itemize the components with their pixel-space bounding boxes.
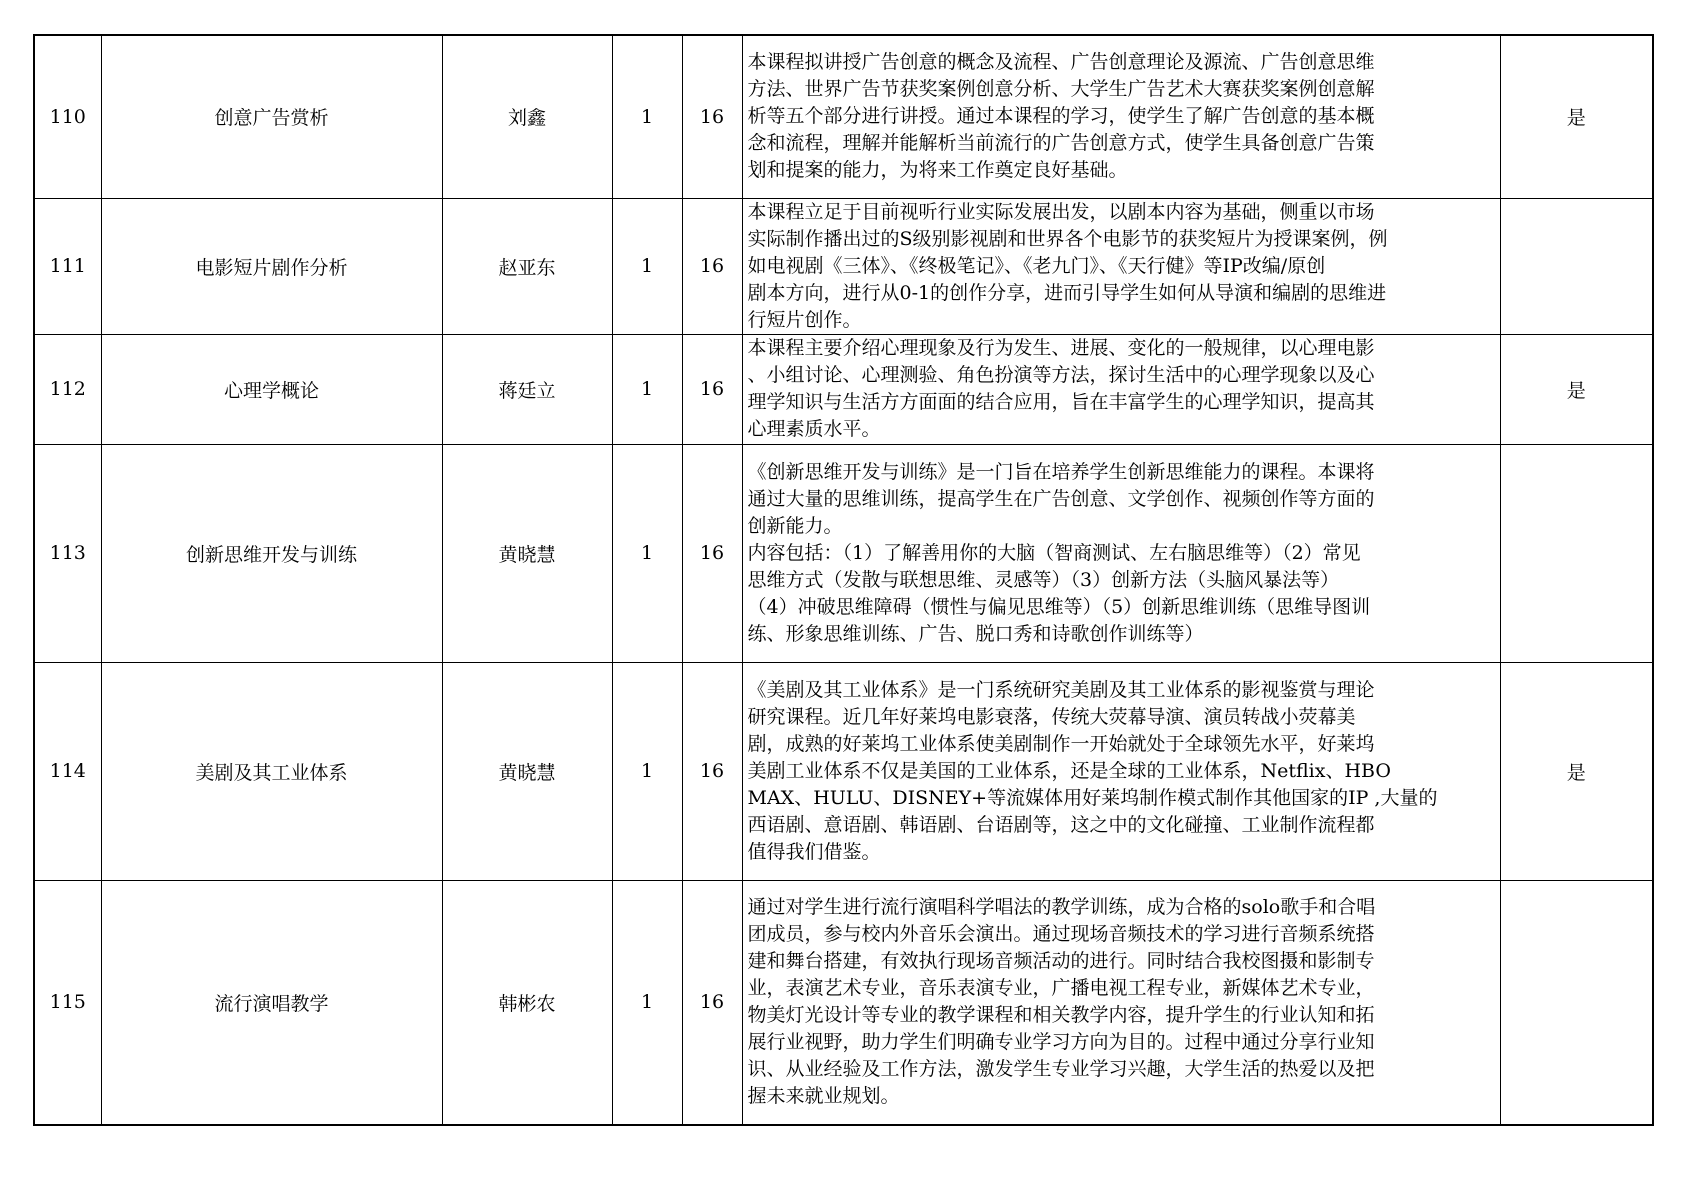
course-description-line: 西语剧、意语剧、韩语剧、台语剧等，这之中的文化碰撞、工业制作流程都 [747, 813, 1375, 836]
table-row [34, 198, 1653, 334]
course-teacher: 刘鑫 [442, 35, 612, 198]
course-description-line: 本课程立足于目前视听行业实际发展出发，以剧本内容为基础，侧重以市场 [747, 200, 1375, 223]
course-flag [1500, 880, 1653, 1125]
course-hours: 16 [682, 880, 742, 1125]
course-description-line: 思维方式（发散与联想思维、灵感等）（3）创新方法（头脑风暴法等） [747, 568, 1340, 591]
course-description-line: 内容包括：（1）了解善用你的大脑（智商测试、左右脑思维等）（2）常见 [747, 541, 1361, 564]
course-description-line: 实际制作播出过的S级别影视剧和世界各个电影节的获奖短片为授课案例，例 [747, 227, 1388, 250]
course-credit: 1 [612, 334, 682, 444]
course-teacher: 黄晓慧 [442, 662, 612, 880]
course-description-line: 划和提案的能力，为将来工作奠定良好基础。 [747, 159, 1128, 182]
course-description-line: 通过对学生进行流行演唱科学唱法的教学训练，成为合格的solo歌手和合唱 [747, 896, 1376, 919]
course-number: 110 [34, 35, 101, 198]
course-teacher: 赵亚东 [442, 198, 612, 334]
course-description-line: 、小组讨论、心理测验、角色扮演等方法，探讨生活中的心理学现象以及心 [747, 364, 1375, 386]
course-description-line: 方法、世界广告节获奖案例创意分析、大学生广告艺术大赛获奖案例创意解 [747, 78, 1375, 101]
course-description-line: 美剧工业体系不仅是美国的工业体系，还是全球的工业体系，Netflix、HBO [747, 759, 1391, 782]
course-hours: 16 [682, 334, 742, 444]
table-row [34, 444, 1653, 662]
course-description-line: 展行业视野，助力学生们明确专业学习方向为目的。过程中通过分享行业知 [747, 1031, 1375, 1054]
course-description-line: 心理素质水平。 [747, 418, 881, 440]
course-name: 心理学概论 [101, 334, 442, 444]
course-description [742, 334, 1500, 444]
course-number: 114 [34, 662, 101, 880]
course-hours: 16 [682, 35, 742, 198]
course-flag [1500, 198, 1653, 334]
course-teacher: 蒋廷立 [442, 334, 612, 444]
course-description [742, 444, 1500, 662]
table-row [34, 880, 1653, 1125]
course-teacher: 韩彬农 [442, 880, 612, 1125]
course-description-line: 《美剧及其工业体系》是一门系统研究美剧及其工业体系的影视鉴赏与理论 [747, 678, 1375, 701]
table-row [34, 334, 1653, 444]
course-description [742, 880, 1500, 1125]
course-hours: 16 [682, 444, 742, 662]
course-name: 创新思维开发与训练 [101, 444, 442, 662]
course-description-line: 创新能力。 [747, 514, 843, 537]
course-description-line: 握未来就业规划。 [747, 1085, 900, 1108]
course-credit: 1 [612, 198, 682, 334]
course-flag [1500, 444, 1653, 662]
course-description-line: 剧，成熟的好莱坞工业体系使美剧制作一开始就处于全球领先水平，好莱坞 [747, 732, 1375, 755]
course-description-line: 研究课程。近几年好莱坞电影衰落，传统大荧幕导演、演员转战小荧幕美 [747, 705, 1356, 728]
course-description-line: 如电视剧《三体》、《终极笔记》、《老九门》、《天行健》等IP改编/原创 [747, 254, 1326, 277]
course-flag: 是 [1500, 334, 1653, 444]
course-description-line: 念和流程，理解并能解析当前流行的广告创意方式，使学生具备创意广告策 [747, 132, 1375, 155]
course-description-line: 团成员，参与校内外音乐会演出。通过现场音频技术的学习进行音频系统搭 [747, 923, 1375, 946]
course-description-line: （4）冲破思维障碍（惯性与偏见思维等）（5）创新思维训练（思维导图训 [747, 595, 1371, 618]
course-description [742, 198, 1500, 334]
course-description-line: 剧本方向，进行从0-1的创作分享，进而引导学生如何从导演和编剧的思维进 [747, 281, 1387, 304]
course-number: 115 [34, 880, 101, 1125]
course-credit: 1 [612, 444, 682, 662]
course-table-body [34, 35, 1653, 1125]
table-row [34, 662, 1653, 880]
course-credit: 1 [612, 880, 682, 1125]
course-description-line: 值得我们借鉴。 [747, 840, 881, 863]
table-row [34, 35, 1653, 198]
course-description-line: 本课程拟讲授广告创意的概念及流程、广告创意理论及源流、广告创意思维 [747, 51, 1375, 74]
course-number: 111 [34, 198, 101, 334]
course-description-line: 本课程主要介绍心理现象及行为发生、进展、变化的一般规律，以心理电影 [747, 337, 1375, 359]
course-description-line: 行短片创作。 [747, 308, 862, 331]
course-hours: 16 [682, 662, 742, 880]
course-flag: 是 [1500, 662, 1653, 880]
course-hours: 16 [682, 198, 742, 334]
course-number: 113 [34, 444, 101, 662]
course-description-line: 业，表演艺术专业，音乐表演专业，广播电视工程专业，新媒体艺术专业， [747, 977, 1375, 1000]
course-description-line: 物美灯光设计等专业的教学课程和相关教学内容，提升学生的行业认知和拓 [747, 1004, 1375, 1027]
course-table [33, 34, 1654, 1126]
course-credit: 1 [612, 35, 682, 198]
course-description [742, 35, 1500, 198]
course-description-line: MAX、HULU、DISNEY+等流媒体用好莱坞制作模式制作其他国家的IP ,大量的 [747, 786, 1438, 809]
course-description-line: 通过大量的思维训练，提高学生在广告创意、文学创作、视频创作等方面的 [747, 487, 1375, 510]
course-teacher: 黄晓慧 [442, 444, 612, 662]
course-name: 创意广告赏析 [101, 35, 442, 198]
course-description-line: 建和舞台搭建，有效执行现场音频活动的进行。同时结合我校图摄和影制专 [747, 950, 1375, 973]
course-name: 美剧及其工业体系 [101, 662, 442, 880]
course-number: 112 [34, 334, 101, 444]
course-description [742, 662, 1500, 880]
course-description-line: 析等五个部分进行讲授。通过本课程的学习，使学生了解广告创意的基本概 [747, 105, 1375, 128]
course-description-line: 识、从业经验及工作方法，激发学生专业学习兴趣，大学生活的热爱以及把 [747, 1058, 1375, 1081]
course-description-line: 理学知识与生活方方面面的结合应用，旨在丰富学生的心理学知识，提高其 [747, 391, 1375, 413]
course-credit: 1 [612, 662, 682, 880]
course-description-line: 练、形象思维训练、广告、脱口秀和诗歌创作训练等） [747, 622, 1204, 645]
course-flag: 是 [1500, 35, 1653, 198]
course-description-line: 《创新思维开发与训练》是一门旨在培养学生创新思维能力的课程。本课将 [747, 460, 1375, 483]
course-name: 流行演唱教学 [101, 880, 442, 1125]
course-name: 电影短片剧作分析 [101, 198, 442, 334]
